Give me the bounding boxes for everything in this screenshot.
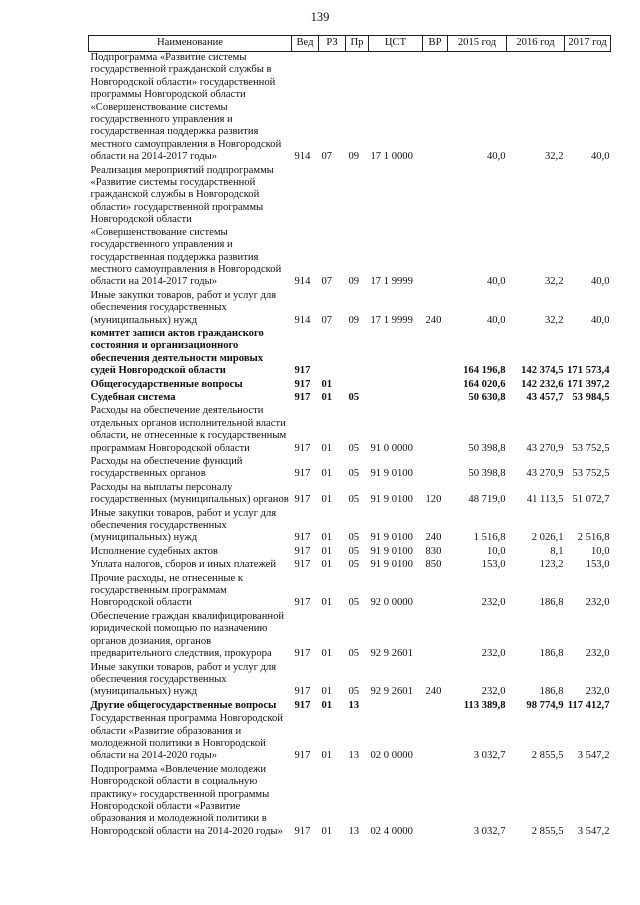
cell-rz: 01 [321,686,333,698]
cell-pr: 05 [348,559,360,571]
cell-pr: 05 [348,391,360,403]
table-row [89,611,611,662]
header-ved: Вед [292,36,319,52]
cell-cst: 91 9 0100 [370,532,413,544]
cell-2015: 50 630,8 [468,391,506,403]
header-pr: Пр [346,36,369,52]
cell-name: Подпрограмма «Вовлечение молодежи Новгородской области в социальную практику» государственной программы Новгородской области «Развитие образования и молодежной политики в Новгородской области на 2014-2020 годы» [90,763,283,837]
cell-2017: 171 397,2 [567,378,610,390]
cell-cst: 17 1 9999 [370,314,413,326]
cell-pr: 09 [348,276,360,288]
cell-name: Государственная программа Новгородской области «Развитие образования и молодежной политики в Новгородской области на 2014-2020 годы» [90,713,283,762]
cell-2017: 51 072,7 [572,494,610,506]
table-row [89,379,611,392]
cell-ved: 917 [294,391,311,403]
cell-2016: 8,1 [550,545,564,557]
cell-rz: 01 [321,391,333,403]
cell-name: комитет записи актов гражданского состояния и организационного обеспечения деятельности мировых судей Новгородской области [90,327,264,377]
cell-2016: 142 374,5 [521,365,564,377]
cell-name: Подпрограмма «Развитие системы государственной гражданской службы в Новгородской области» государственной программы Новгородской области «Совершенствование системы государственного управления и государственная поддержка развития местного самоуправления в Новгородской области на 2014-2017 годы» [90,52,282,163]
cell-2017: 53 984,5 [572,391,610,403]
cell-vr: 850 [425,559,442,571]
cell-vr: 120 [425,494,442,506]
cell-2015: 40,0 [486,314,506,326]
cell-ved: 917 [294,468,311,480]
cell-2016: 2 026,1 [531,532,564,544]
cell-2017: 232,0 [585,686,610,698]
cell-2016: 98 774,9 [526,699,564,711]
cell-cst: 02 4 0000 [370,825,413,837]
cell-rz: 07 [321,314,333,326]
cell-2015: 48 719,0 [468,494,506,506]
page-number: 139 [310,10,330,24]
cell-2017: 53 752,5 [572,468,610,480]
cell-cst: 91 9 0100 [370,494,413,506]
table-row [89,165,611,290]
cell-name: Прочие расходы, не отнесенные к государственным программам Новгородской области [90,572,243,609]
cell-rz: 01 [321,559,333,571]
cell-pr: 13 [348,699,360,711]
cell-rz: 01 [321,648,333,660]
cell-ved: 917 [294,532,311,544]
cell-ved: 914 [294,276,311,288]
header-rz: РЗ [319,36,346,52]
cell-2015: 164 020,6 [463,378,506,390]
table-row [89,662,611,700]
cell-vr [423,611,448,662]
cell-2016: 32,2 [544,314,564,326]
cell-2016: 2 855,5 [531,750,564,762]
cell-2016: 186,8 [539,597,564,609]
cell-2016: 43 457,7 [526,391,564,403]
cell-name: Уплата налогов, сборов и иных платежей [90,559,277,571]
cell-ved: 917 [294,378,311,390]
cell-vr: 240 [425,686,442,698]
cell-name: Обеспечение граждан квалифицированной юридической помощью по назначению органов дознания, органов предварительного следствия, прокурора [90,610,285,660]
cell-rz: 01 [321,750,333,762]
cell-2016: 123,2 [539,559,564,571]
cell-2017: 53 752,5 [572,442,610,454]
cell-pr: 05 [348,442,360,454]
cell-2015: 232,0 [481,648,506,660]
table-body [89,52,611,840]
cell-rz: 01 [321,597,333,609]
cell-2016: 186,8 [539,648,564,660]
cell-pr: 05 [348,597,360,609]
cell-2015: 164 196,8 [463,365,506,377]
cell-rz: 01 [321,442,333,454]
header-cst: ЦСТ [369,36,423,52]
cell-vr [423,456,448,482]
cell-2015: 40,0 [486,151,506,163]
cell-2017: 232,0 [585,648,610,660]
cell-ved: 917 [294,494,311,506]
cell-cst: 91 9 0100 [370,545,413,557]
cell-2015: 3 032,7 [473,825,506,837]
cell-cst [369,379,423,392]
cell-name: Реализация мероприятий подпрограммы «Развитие системы государственной гражданской службы в Новгородской области» государственной программы Новгородской области «Совершенствование системы государственного управления и государственная поддержка развития местного самоуправления в Новгородской области на 2014-2017 годы» [90,164,282,288]
cell-cst: 92 0 0000 [370,597,413,609]
cell-ved: 917 [294,750,311,762]
table-row [89,392,611,405]
cell-rz: 07 [321,151,333,163]
cell-name: Судебная система [90,391,176,403]
cell-rz [319,328,346,379]
cell-ved: 917 [294,699,311,711]
cell-rz: 01 [321,699,333,711]
cell-2017: 10,0 [590,545,610,557]
cell-vr [423,405,448,456]
cell-rz: 07 [321,276,333,288]
cell-ved: 917 [294,597,311,609]
cell-2017: 153,0 [585,559,610,571]
header-vr: ВР [423,36,448,52]
cell-2016: 186,8 [539,686,564,698]
cell-2017: 3 547,2 [577,750,610,762]
cell-pr: 05 [348,468,360,480]
cell-pr [346,379,369,392]
cell-vr [423,52,448,165]
header-2016: 2016 год [507,36,565,52]
cell-2015: 1 516,8 [473,532,506,544]
cell-name: Расходы на обеспечение деятельности отдельных органов исполнительной власти области, не отнесенные к государственным программам Новгородской области [90,405,287,454]
cell-name: Иные закупки товаров, работ и услуг для обеспечения государственных (муниципальных) нужд [90,661,277,698]
cell-rz: 01 [321,494,333,506]
cell-2015: 113 389,8 [463,699,506,711]
cell-cst: 91 9 0100 [370,559,413,571]
cell-pr: 05 [348,686,360,698]
table-row [89,52,611,165]
cell-2016: 2 855,5 [531,825,564,837]
cell-pr [346,328,369,379]
cell-2016: 32,2 [544,151,564,163]
cell-ved: 914 [294,151,311,163]
cell-name: Иные закупки товаров, работ и услуг для обеспечения государственных (муниципальных) нужд [90,507,277,544]
cell-2015: 3 032,7 [473,750,506,762]
cell-ved: 917 [294,442,311,454]
cell-ved: 914 [294,314,311,326]
cell-cst: 02 0 0000 [370,750,413,762]
header-2015: 2015 год [448,36,507,52]
cell-vr [423,165,448,290]
cell-rz: 01 [321,468,333,480]
budget-table [88,35,611,839]
cell-cst [369,328,423,379]
cell-pr: 09 [348,151,360,163]
cell-pr: 05 [348,545,360,557]
cell-2017: 40,0 [590,314,610,326]
table-row [89,573,611,611]
cell-2016: 43 270,9 [526,468,564,480]
cell-2017: 40,0 [590,276,610,288]
cell-ved: 917 [294,825,311,837]
cell-name: Иные закупки товаров, работ и услуг для обеспечения государственных (муниципальных) нужд [90,289,277,326]
cell-2017: 2 516,8 [577,532,610,544]
table-row [89,508,611,546]
cell-vr [423,700,448,713]
cell-cst: 17 1 9999 [370,276,413,288]
cell-rz: 01 [321,825,333,837]
table-row [89,559,611,572]
cell-cst: 17 1 0000 [370,151,413,163]
cell-ved: 917 [294,559,311,571]
cell-2016: 43 270,9 [526,442,564,454]
table-row [89,482,611,508]
cell-rz: 01 [321,545,333,557]
cell-ved: 917 [294,648,311,660]
cell-rz: 01 [321,532,333,544]
cell-name: Общегосударственные вопросы [90,378,243,390]
cell-vr [423,764,448,839]
cell-2016: 41 113,5 [526,494,564,506]
cell-2017: 117 412,7 [567,699,610,711]
table-row [89,456,611,482]
cell-ved: 917 [294,545,311,557]
cell-vr [423,379,448,392]
cell-vr: 240 [425,532,442,544]
cell-cst: 92 9 2601 [370,686,413,698]
table-row [89,328,611,379]
cell-vr: 830 [425,545,442,557]
cell-cst: 92 9 2601 [370,648,413,660]
cell-2015: 10,0 [486,545,506,557]
cell-vr [423,573,448,611]
cell-pr: 09 [348,314,360,326]
table-row [89,405,611,456]
cell-2017: 171 573,4 [567,365,610,377]
cell-2015: 232,0 [481,597,506,609]
cell-cst [369,700,423,713]
cell-2015: 153,0 [481,559,506,571]
cell-pr: 05 [348,648,360,660]
table-row [89,700,611,713]
cell-2017: 232,0 [585,597,610,609]
cell-vr: 240 [425,314,442,326]
cell-2015: 40,0 [486,276,506,288]
cell-pr: 13 [348,750,360,762]
cell-name: Расходы на выплаты персоналу государственных (муниципальных) органов [90,481,289,506]
cell-2015: 50 398,8 [468,442,506,454]
table-row [89,713,611,764]
table-row [89,290,611,328]
cell-rz: 01 [321,378,333,390]
cell-vr [423,713,448,764]
table-row [89,546,611,559]
cell-ved: 917 [294,686,311,698]
cell-2015: 232,0 [481,686,506,698]
cell-pr: 05 [348,532,360,544]
cell-pr: 13 [348,825,360,837]
cell-2016: 142 232,6 [521,378,564,390]
cell-2015: 50 398,8 [468,468,506,480]
cell-name: Расходы на обеспечение функций государственных органов [90,456,243,480]
cell-cst: 91 9 0100 [370,468,413,480]
cell-vr [423,392,448,405]
header-2017: 2017 год [565,36,611,52]
table-header [89,36,611,52]
cell-2017: 3 547,2 [577,825,610,837]
cell-cst: 91 0 0000 [370,442,413,454]
cell-pr: 05 [348,494,360,506]
table-row [89,764,611,839]
cell-name: Исполнение судебных актов [90,545,218,557]
cell-cst [369,392,423,405]
cell-ved: 917 [294,365,311,377]
header-name: Наименование [89,36,292,52]
cell-name: Другие общегосударственные вопросы [90,699,277,711]
cell-vr [423,328,448,379]
cell-2017: 40,0 [590,151,610,163]
cell-2016: 32,2 [544,276,564,288]
